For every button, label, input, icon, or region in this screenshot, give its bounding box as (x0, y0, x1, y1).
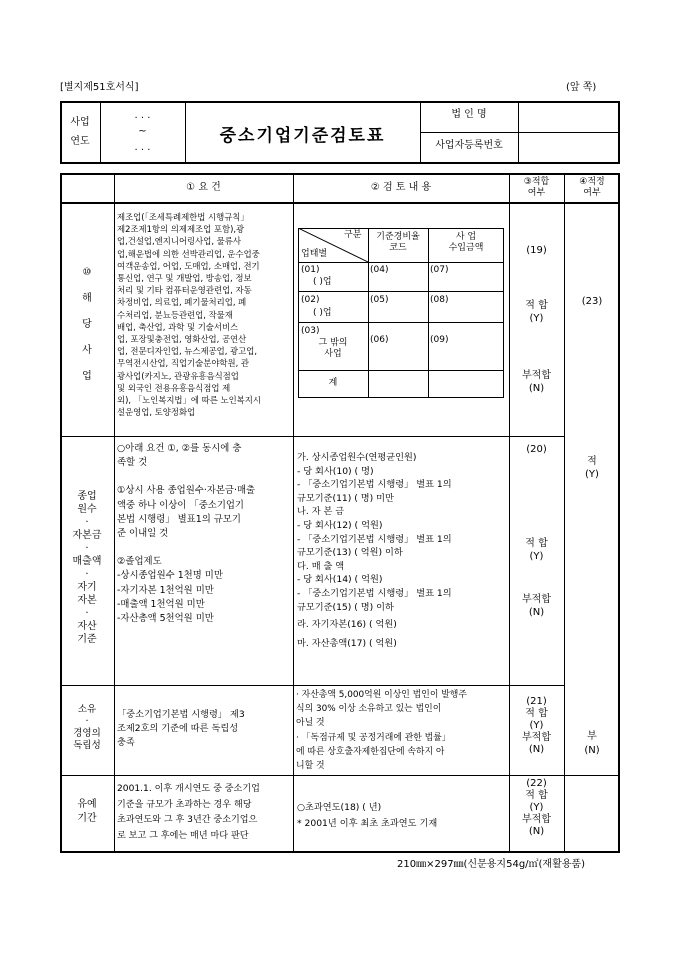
industry-3-code[interactable]: (06) (370, 335, 389, 345)
industry-2-field[interactable]: ( )업 (313, 308, 332, 318)
row4-requirement-text: 2001.1. 이후 개시연도 중 중소기업 기준을 규모가 초과하는 경우 해당 초과연도와 그 후 3년간 중소기업으 로 보고 그 후에는 매년 마다 판단 (117, 784, 260, 841)
fit-20-yes[interactable]: 적 합 (Y) (525, 538, 548, 562)
appropriate-23-number: (23) (581, 296, 603, 307)
row-applicable-business-label: ⑩ 해 당 사 업 (82, 267, 92, 382)
col-requirement: ① 요 건 (186, 182, 221, 193)
fit-20-no[interactable]: 부적합 (N) (522, 594, 551, 618)
page-side: (앞 쪽) (566, 82, 597, 93)
business-year-label: 사업 연도 (70, 117, 90, 147)
industry-2-code[interactable]: (05) (370, 295, 389, 305)
fit-20-number: (20) (526, 444, 547, 455)
row-size-criteria-label: 종업 원수 · 자본금 · 매출액 · 자기 자본 · 자산 기준 (72, 491, 102, 645)
header-industry: 업태별 (301, 249, 328, 259)
appropriate-no[interactable]: 부 (N) (584, 731, 600, 756)
industry-3-no: (03) (301, 326, 320, 336)
col-review: ② 검 토 내 용 (370, 182, 432, 193)
industry-3-other: 그 밖의 사업 (318, 338, 348, 359)
fit-22[interactable]: (22) 적 합 (Y) 부적합 (N) (522, 778, 551, 837)
row2-requirement-text: ○아래 요건 ①, ②를 동시에 충 족할 것 ①상시 사용 종업원수·자본금·매출 액중 하나 이상이 「중소기업기 본법 시행령」 별표1의 규모기 준 이내일 것 ②졸업제도 -상시종업원수 1천명 미만 -자기자본 1천억원 미만 -매출액 1천억원 미만 -자산총액 5천억원 미만 (117, 443, 256, 625)
row4-review-text[interactable]: ○초과연도(18) ( 년) * 2001년 이후 최초 초과연도 기재 (297, 802, 438, 829)
form-number: [별지제51호서식] (60, 82, 139, 93)
corp-name-field[interactable] (520, 104, 618, 130)
header-revenue: 사 업 수입금액 (448, 232, 484, 253)
industry-1-code[interactable]: (04) (370, 265, 389, 275)
industry-1-revenue[interactable]: (07) (430, 265, 449, 275)
col-fit: ③적합 여부 (523, 177, 550, 198)
paper-spec: 210㎜×297㎜(신문용지54g/㎡(재활용품) (397, 859, 585, 870)
fit-19-number: (19) (526, 245, 547, 256)
industry-2-no: (02) (301, 295, 320, 305)
business-year-period: . . . ~ . . . (134, 110, 151, 153)
corp-name-label: 법 인 명 (451, 109, 487, 120)
header-code: 기준경비율 코드 (376, 232, 420, 253)
biz-reg-no-field[interactable] (520, 135, 618, 161)
row-grace-period-label: 유예 기간 (77, 799, 97, 824)
col-appropriate: ④적정 여부 (579, 177, 605, 198)
industry-3-revenue[interactable]: (09) (430, 335, 449, 345)
fit-19-no[interactable]: 부적합 (N) (522, 370, 551, 394)
appropriate-yes[interactable]: 적 (Y) (585, 456, 599, 480)
row3-review-text: · 자산총액 5,000억원 이상인 법인이 발행주 식의 30% 이상 소유하고 있는 법인이 아닐 것 · 「독점규제 및 공정거래에 관한 법률」 에 따른 상호출자제한집단에 속하지 아 니할 것 (296, 690, 467, 772)
row3-requirement-text: 「중소기업기본법 시행령」 제3 조제2호의 기준에 따른 독립성 충족 (117, 709, 245, 748)
row-independence-label: 소유 · 경영의 독립성 (73, 704, 101, 751)
row2-review-text[interactable]: 가. 상시종업원수(연평균인원) - 당 회사(10) ( 명) - 「중소기업기본법 시행령」 별표 1의 규모기준(11) ( 명) 미만 나. 자 본 금 - 당 회사(12) ( 억원) - 「중소기업기본법 시행령」 별표 1의 규모기준(13) ( 억원) 이하 다. 매 출 액 - 당 회사(14) ( 억원) - 「중소기업기본법 시행령」 별표 1의 규모기준(15) ( 명) 이하 라. 자기자본(16) ( 억원) 마. 자산총액(17) ( 억원) (297, 452, 452, 649)
row1-requirement-text: 제조업(「조세특례제한법 시행규칙」 제2조제1항의 의제제조업 포함),광 업,건설업,엔지니어링사업, 물류사 업,해운법에 의한 선박관리업, 운수업중 여객운송업, 어업, 도매업, 소매업, 전기 통신업, 연구 및 개발업, 방송업, 정보 처리 및 기타 컴퓨터운영관련업, 자동 차정비업, 의료업, 폐기물처리업, 폐 수처리업, 분뇨등관련업, 작물재 배업, 축산업, 과학 및 기술서비스 업, 포장및충전업, 영화산업, 공연산 업, 전문디자인업, 뉴스제공업, 광고업, 무역전시산업, 직업기술분야학원, 관 광사업(카지노, 관광유흥음식점업 및 외국인 전용유흥음식점업 제 외), 「노인복지법」에 따른 노인복지시 설운영업, 토양정화업 (117, 212, 261, 418)
biz-reg-no-label: 사업자등록번호 (435, 140, 503, 151)
industry-total-label: 계 (328, 378, 338, 388)
page-title: 중소기업기준검토표 (219, 126, 386, 146)
fit-19-yes[interactable]: 적 합 (Y) (525, 300, 548, 324)
industry-2-revenue[interactable]: (08) (430, 295, 449, 305)
industry-1-field[interactable]: ( )업 (313, 277, 332, 287)
industry-1-no: (01) (301, 265, 320, 275)
fit-21[interactable]: (21) 적 합 (Y) 부적합 (N) (522, 696, 551, 755)
header-division: 구분 (344, 230, 362, 240)
